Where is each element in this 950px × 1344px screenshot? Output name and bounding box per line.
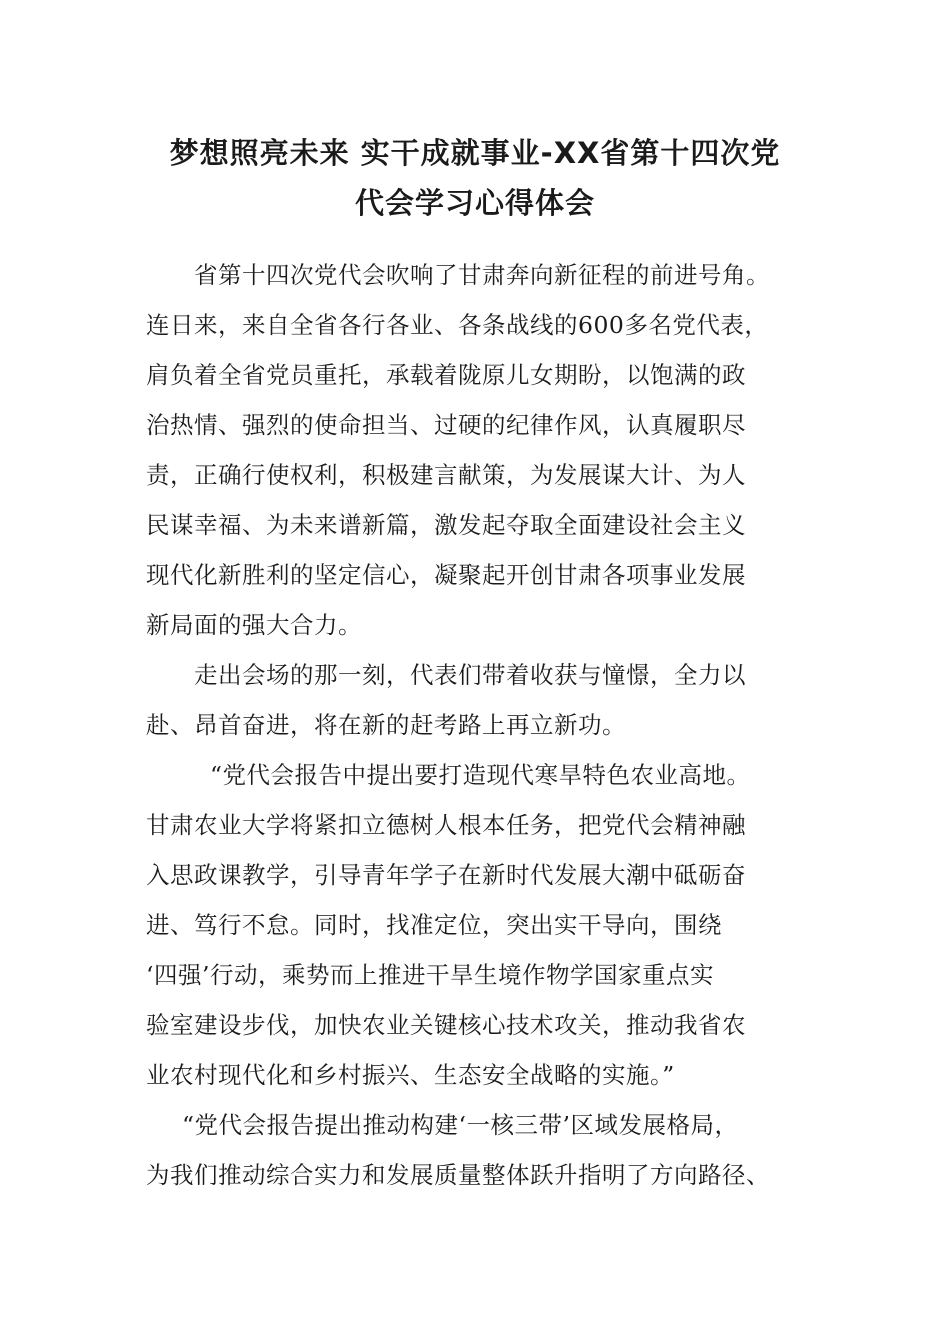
text-line: 民谋幸福、为未来谱新篇，激发起夺取全面建设社会主义 [146,511,746,539]
paragraph-1 [146,250,816,650]
paragraph-4 [146,1100,816,1200]
text-line: 省第十四次党代会吹响了甘肃奔向新征程的前进号角。 [194,261,770,289]
text-line: 甘肃农业大学将紧扣立德树人根本任务，把党代会精神融 [146,811,746,839]
document-title [120,128,830,228]
title-line-1: 梦想照亮未来 实干成就事业-XX省第十四次党 [169,136,781,170]
paragraph-3 [146,750,816,1100]
text-line: 验室建设步伐，加快农业关键核心技术攻关，推动我省农 [146,1011,746,1039]
paragraph-2 [146,650,816,750]
text-line: 治热情、强烈的使命担当、过硬的纪律作风，认真履职尽 [146,411,746,439]
text-line: 连日来，来自全省各行各业、各条战线的600多名党代表， [146,311,769,339]
text-line: 现代化新胜利的坚定信心，凝聚起开创甘肃各项事业发展 [146,561,746,589]
text-line: 入思政课教学，引导青年学子在新时代发展大潮中砥砺奋 [146,861,746,889]
text-line: 责，正确行使权利，积极建言献策，为发展谋大计、为人 [146,461,746,489]
text-line: ‘四强’行动，乘势而上推进干旱生境作物学国家重点实 [146,961,714,989]
text-line: “党代会报告中提出要打造现代寒旱特色农业高地。 [210,761,751,789]
text-line: 走出会场的那一刻，代表们带着收获与憧憬，全力以 [194,661,746,689]
text-line: 业农村现代化和乡村振兴、生态安全战略的实施。” [146,1061,675,1089]
title-line-2: 代会学习心得体会 [354,186,595,220]
document-body [146,250,816,1200]
text-line: 为我们推动综合实力和发展质量整体跃升指明了方向路径、 [146,1161,770,1189]
text-line: 进、笃行不怠。同时，找准定位，突出实干导向，围绕 [146,911,722,939]
text-line: 新局面的强大合力。 [146,611,362,639]
text-line: “党代会报告提出推动构建‘一核三带’区域发展格局， [182,1111,739,1139]
text-line: 肩负着全省党员重托，承载着陇原儿女期盼，以饱满的政 [146,361,746,389]
text-line: 赴、昂首奋进，将在新的赶考路上再立新功。 [146,711,626,739]
